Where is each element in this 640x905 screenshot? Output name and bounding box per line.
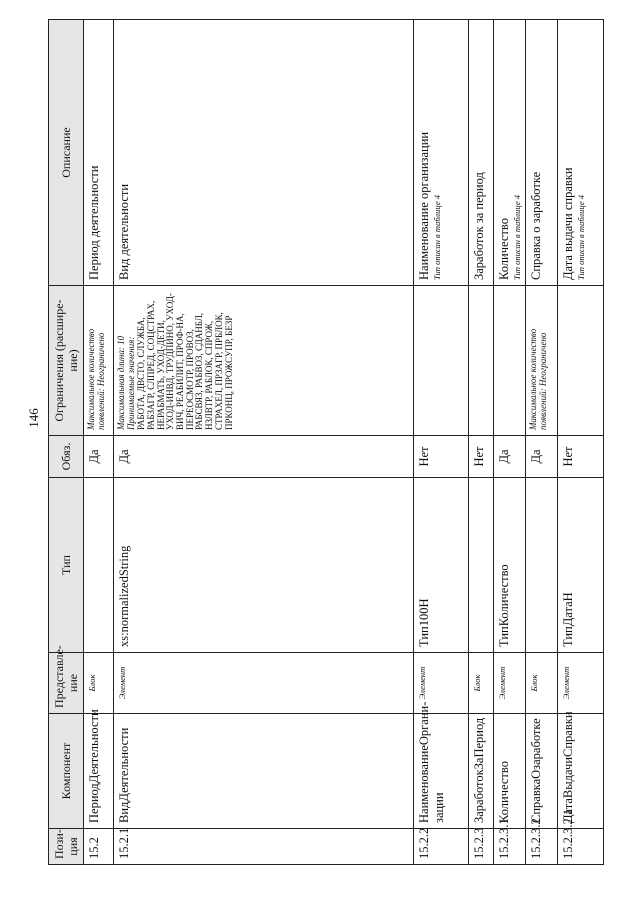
cell-description: Период деятельности xyxy=(84,20,114,286)
header-required: Обяз. xyxy=(49,436,84,478)
cell-position: 15.2.1 xyxy=(114,829,414,865)
cell-type: Тип100Н xyxy=(414,478,469,653)
table-row xyxy=(558,20,604,865)
header-component: Компонент xyxy=(49,714,84,829)
cell-required: Нет xyxy=(469,436,494,478)
cell-constraints: Максимальное количество появлений: Неограничено xyxy=(526,286,558,436)
description-note: Тип описан в таблице 4 xyxy=(512,195,523,280)
table-row xyxy=(494,20,526,865)
description-text: Дата выдачи справки xyxy=(561,167,576,280)
cell-description: Заработок за период xyxy=(469,20,494,286)
accepted-values-list: РАБОТА, ДВСТО, СЛУЖБА, РАБЗАГР, СЛПРЕД, СОЦСТРАХ, НЕРАБМАТЬ, УХОД-ДЕТИ, УХОД-ИНВД, ТРУДПИНО, УХОД-ВИЧ, РЕАБИЛИТ, ПРОФ-НА, ПЕРЕОСМОТР, ПРОВОЗ, РАБСВЯЗ, РАБВОЗ, СДАНБЛ, НЗЛВТР, РАБЛОК, СПРОЖ, СТРАХЕЛ, ПРЗАГР, ПРБЛОК, ПРКОНЦ, ПРОЖСУПР, БЕЗР xyxy=(136,293,234,430)
header-presentation: Представле-ние xyxy=(49,653,84,714)
cell-type xyxy=(526,478,558,653)
cell-type xyxy=(469,478,494,653)
cell-position: 15.2.3 xyxy=(469,829,494,865)
cell-position: 15.2.3.2.1 xyxy=(558,829,604,865)
schema-table xyxy=(48,19,604,865)
table-row xyxy=(84,20,114,865)
cell-constraints xyxy=(558,286,604,436)
cell-type xyxy=(84,478,114,653)
cell-position: 15.2.3.1 xyxy=(494,829,526,865)
cell-position: 15.2.3.2 xyxy=(526,829,558,865)
cell-component: НаименованиеОргани-зации xyxy=(414,714,469,829)
cell-description xyxy=(414,20,469,286)
cell-component: ДатаВыдачиСправки xyxy=(558,714,604,829)
cell-presentation: Блок xyxy=(84,653,114,714)
cell-constraints: Максимальное количество появлений: Неограничено xyxy=(84,286,114,436)
header-constraints: Ограничения (расшире-ние) xyxy=(49,286,84,436)
cell-type: ТипКоличество xyxy=(494,478,526,653)
cell-position: 15.2 xyxy=(84,829,114,865)
cell-constraints xyxy=(469,286,494,436)
rotated-table-container xyxy=(48,20,598,865)
cell-component: ВидДеятельности xyxy=(114,714,414,829)
description-note: Тип описан в таблице 4 xyxy=(575,195,586,280)
cell-description xyxy=(494,20,526,286)
header-type: Тип xyxy=(49,478,84,653)
cell-type: xs:normalizedString xyxy=(114,478,414,653)
cell-presentation: Элемент xyxy=(558,653,604,714)
page-number: 146 xyxy=(26,408,41,428)
cell-description: Справка о заработке xyxy=(526,20,558,286)
cell-type: ТипДатаН xyxy=(558,478,604,653)
cell-required: Да xyxy=(526,436,558,478)
cell-required: Да xyxy=(84,436,114,478)
table-row xyxy=(469,20,494,865)
header-description: Описание xyxy=(49,20,84,286)
cell-presentation: Элемент xyxy=(414,653,469,714)
cell-component: СправкаОзаработке xyxy=(526,714,558,829)
cell-component: ЗаработокЗаПериод xyxy=(469,714,494,829)
cell-component: ПериодДеятельности xyxy=(84,714,114,829)
cell-presentation: Блок xyxy=(526,653,558,714)
table-row xyxy=(414,20,469,865)
cell-component: Количество xyxy=(494,714,526,829)
cell-description xyxy=(558,20,604,286)
description-note: Тип описан в таблице 4 xyxy=(432,195,443,280)
cell-presentation: Элемент xyxy=(114,653,414,714)
constraints-text: Максимальная длина: 10 Принимаемые значения: xyxy=(116,335,137,430)
table-row xyxy=(114,20,414,865)
table-row xyxy=(526,20,558,865)
description-text: Наименование организации xyxy=(417,131,432,280)
description-text: Количество xyxy=(497,218,512,280)
cell-required: Да xyxy=(494,436,526,478)
cell-required: Нет xyxy=(414,436,469,478)
header-row xyxy=(49,20,84,865)
cell-position: 15.2.2 xyxy=(414,829,469,865)
cell-description: Вид деятельности xyxy=(114,20,414,286)
cell-presentation: Блок xyxy=(469,653,494,714)
cell-required: Нет xyxy=(558,436,604,478)
cell-constraints xyxy=(414,286,469,436)
cell-presentation: Элемент xyxy=(494,653,526,714)
cell-constraints xyxy=(114,286,414,436)
header-position: Пози-ция xyxy=(49,829,84,865)
cell-required: Да xyxy=(114,436,414,478)
cell-constraints xyxy=(494,286,526,436)
